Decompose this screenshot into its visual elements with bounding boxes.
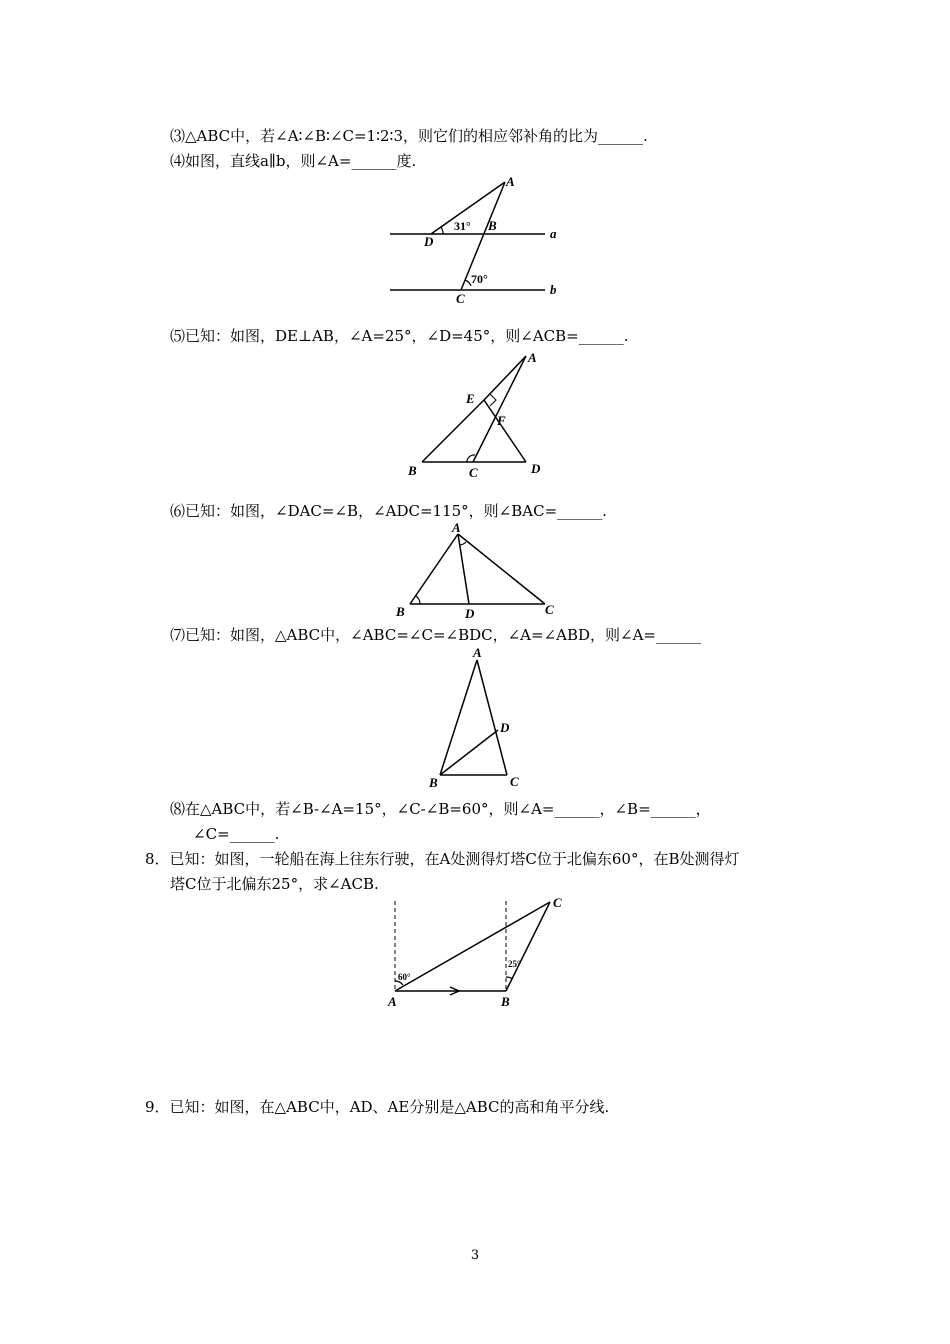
angle-25-label: 25° [508,959,521,969]
label-C: C [469,465,478,480]
label-b: b [550,282,557,297]
label-B: B [408,463,417,478]
segment-BA [410,534,458,604]
label-C: C [545,602,554,617]
label-A: A [528,350,537,365]
label-C: C [456,291,465,306]
segment-AB [440,660,477,775]
segment-BD [440,730,498,775]
angle-arc-DAC [460,542,466,545]
label-D: D [424,234,434,249]
label-A: A [506,174,515,189]
problem-8-text-line1: ⑻在△ABC中，若∠B-∠A=15°，∠C-∠B=60°，则∠A=______，∠B=______， [170,800,711,818]
question-8-text-line2: 塔C位于北偏东25°，求∠ACB. [170,875,379,893]
label-C: C [510,774,519,789]
problem-8-text-line2: ∠C=______. [193,825,280,843]
label-C: C [553,895,562,910]
right-angle-mark [490,394,496,406]
angle-60-label: 60° [398,972,411,982]
angle-31-label: 31° [454,219,471,233]
label-A: A [388,994,397,1009]
problem-6-text: ⑹已知：如图，∠DAC=∠B，∠ADC=115°，则∠BAC=______. [170,502,607,520]
label-D: D [500,720,510,735]
segment-AC [395,902,550,991]
angle-70-label: 70° [471,272,488,286]
problem-5-text: ⑸已知：如图，DE⊥AB，∠A=25°，∠D=45°，则∠ACB=______. [170,327,629,345]
figure-4 [385,172,575,307]
question-9-text: 9．已知：如图，在△ABC中，AD、AE分别是△ABC的高和角平分线. [145,1098,610,1116]
problem-3-text: ⑶△ABC中，若∠A∶∠B∶∠C=1∶2∶3，则它们的相应邻补角的比为______. [170,127,648,145]
angle-arc-31 [441,227,443,234]
label-B: B [488,218,497,233]
label-B: B [429,775,438,790]
segment-EA [484,356,526,400]
label-D: D [531,461,541,476]
label-A: A [452,520,461,535]
problem-7-text: ⑺已知：如图，△ABC中，∠ABC=∠C=∠BDC，∠A=∠ABD，则∠A=______ [170,626,701,644]
segment-AC [477,660,507,775]
segment-ED [484,400,526,462]
label-B: B [396,604,405,619]
segment-AC [473,356,526,462]
segment-AC [458,534,545,604]
label-A: A [473,645,482,660]
segment-BE [422,400,484,462]
page-number: 3 [470,1248,480,1263]
label-a: a [550,226,557,241]
question-8-text-line1: 8．已知：如图，一轮船在海上往东行驶，在A处测得灯塔C位于北偏东60°，在B处测得灯 [145,850,740,868]
figure-7 [425,645,535,795]
label-E: E [466,391,475,406]
label-B: B [501,994,510,1009]
angle-arc-B [416,596,420,604]
figure-q8 [380,893,575,1013]
label-D: D [465,606,475,621]
label-F: F [497,413,506,428]
figure-6 [390,520,570,625]
figure-5 [400,346,550,486]
problem-4-text: ⑷如图，直线a∥b，则∠A=______度. [170,152,417,170]
